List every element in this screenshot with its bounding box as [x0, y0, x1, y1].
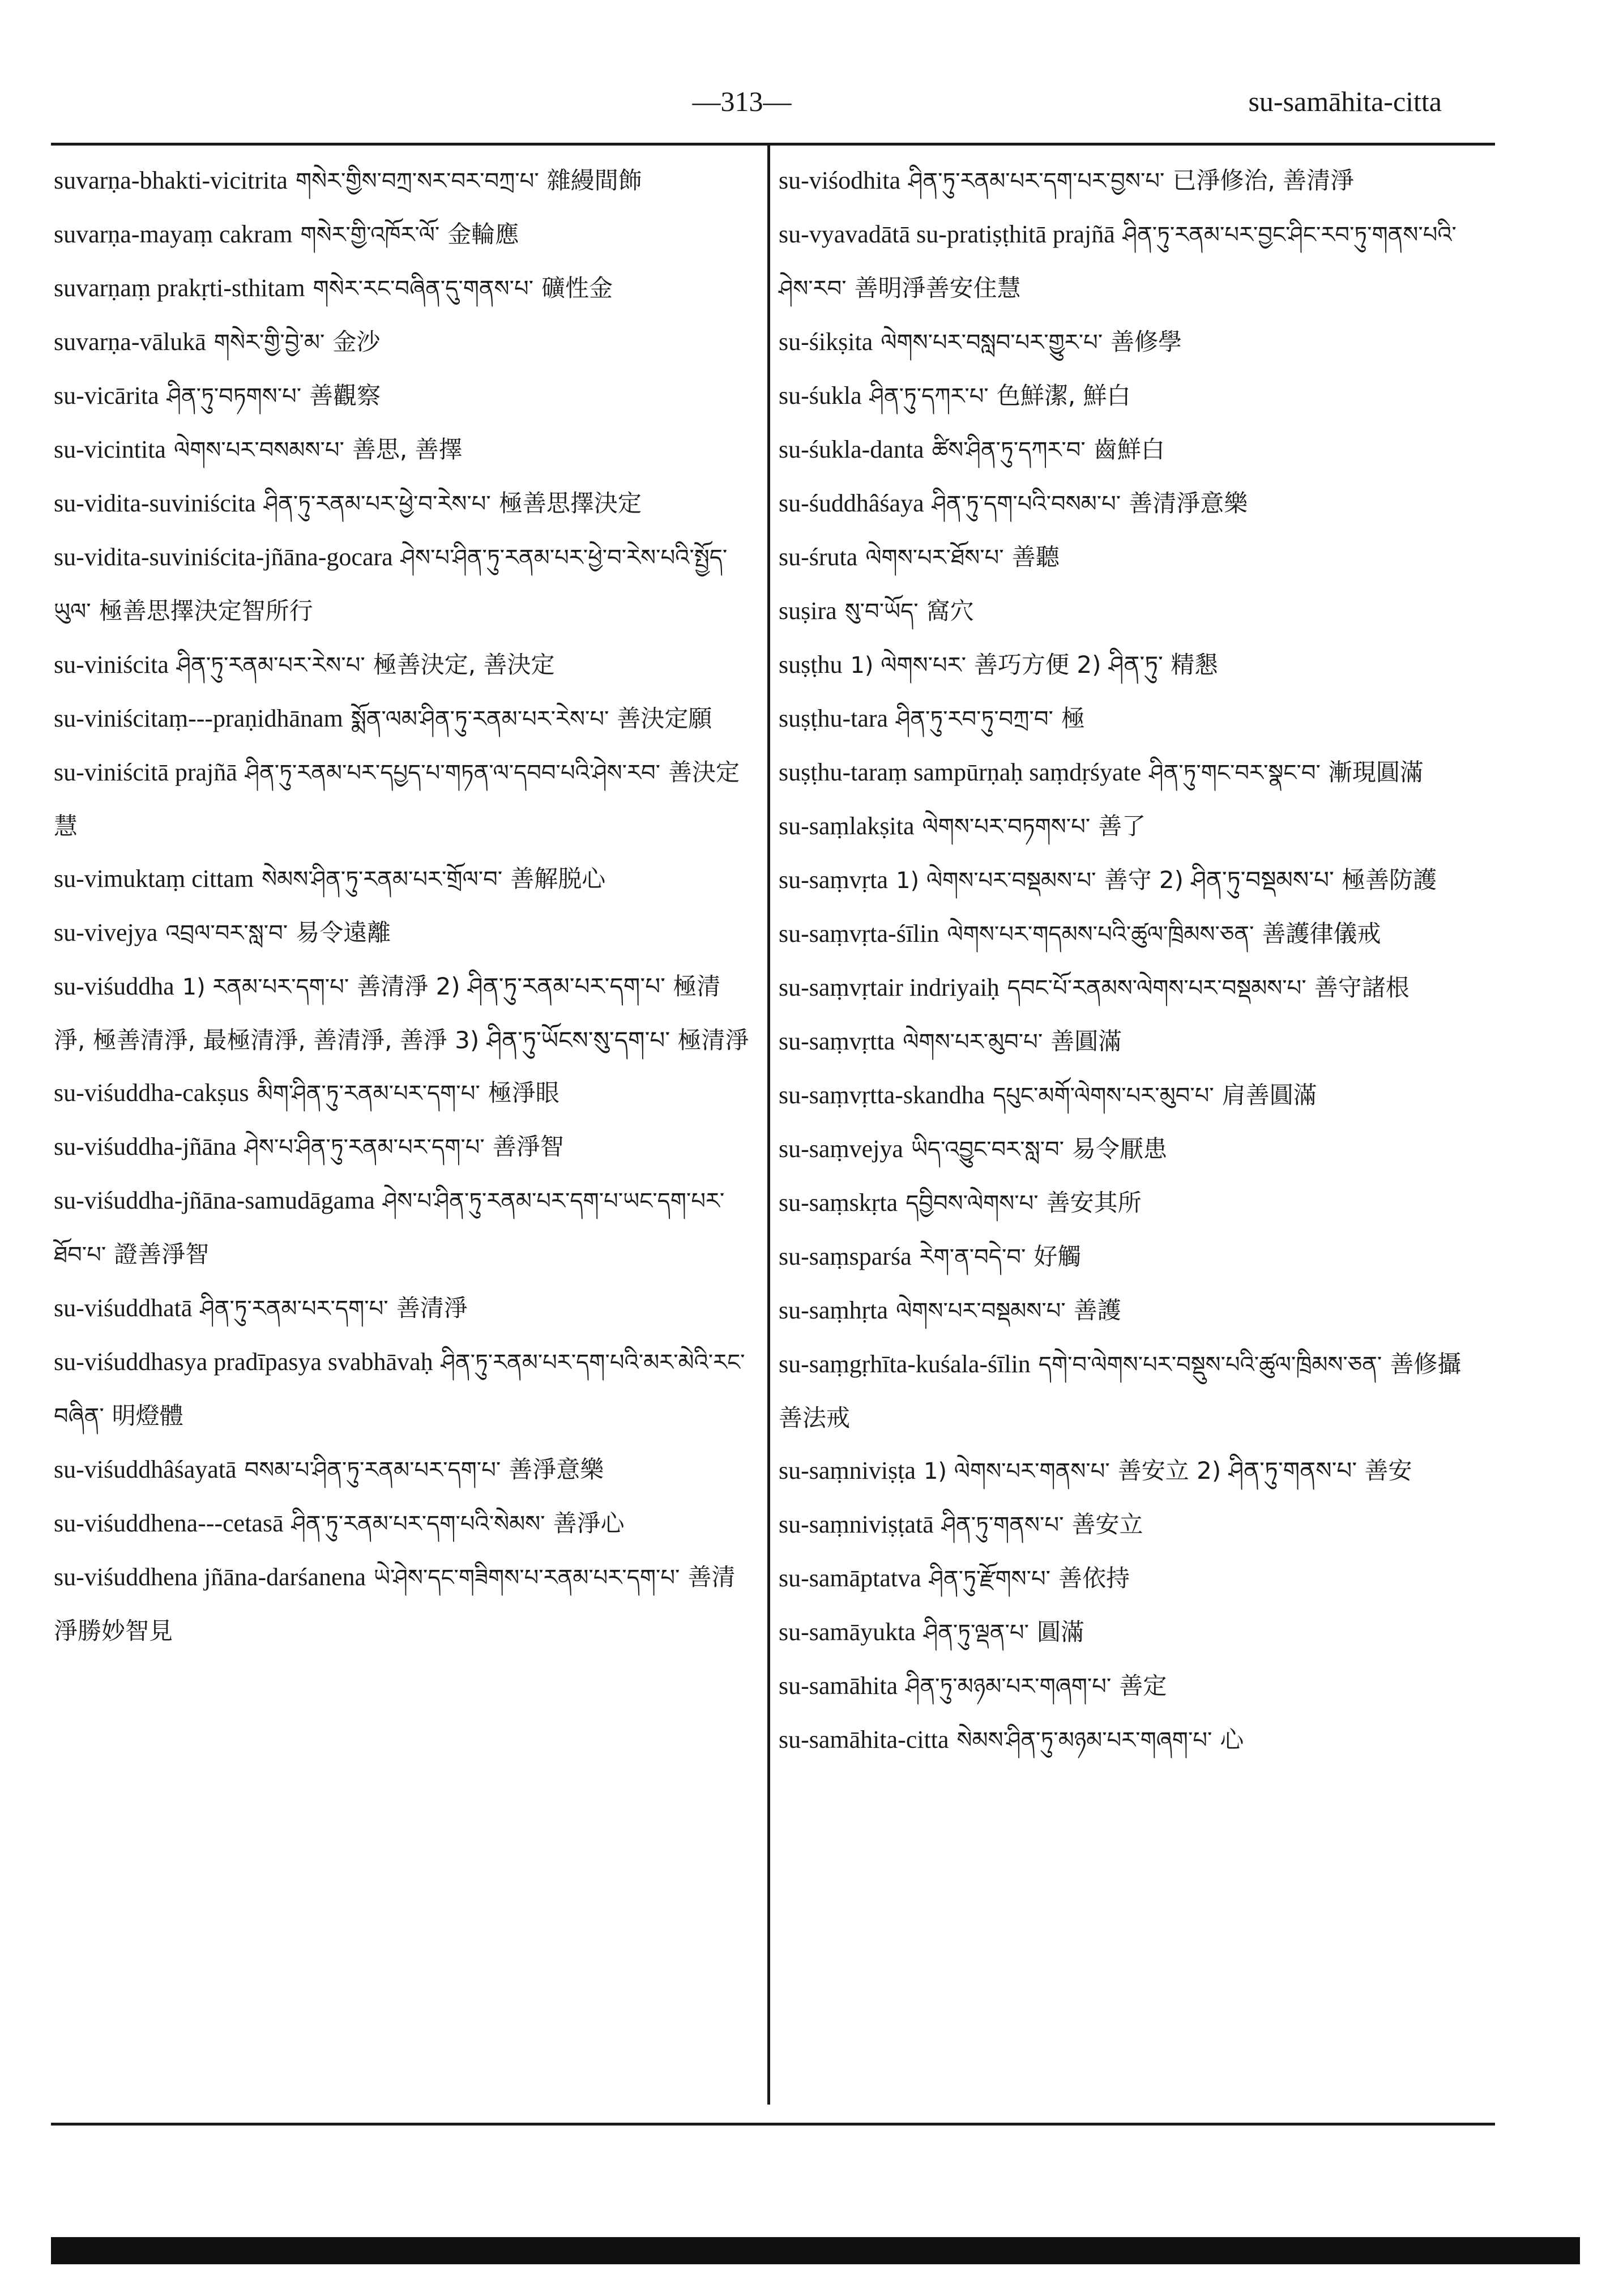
dictionary-entry — [54, 906, 750, 960]
entry-tibetan: ཤིན་ཏུ་གནས་པ་ — [941, 1512, 1064, 1538]
entry-tibetan: ལེགས་པར་བསླབ་པར་གྱུར་པ་ — [881, 330, 1103, 356]
entry-headword: su-viśuddha-jñāna — [54, 1133, 237, 1160]
entry-chinese: 善定 — [1119, 1672, 1167, 1700]
dictionary-entry — [54, 852, 750, 906]
entry-headword: su-samāhita-citta — [779, 1726, 949, 1753]
entry-chinese: 漸現圓滿 — [1328, 758, 1424, 786]
entry-tibetan: ལེགས་པར་ཐོས་པ་ — [865, 545, 1004, 571]
scan-edge-bar — [51, 2237, 1580, 2264]
dictionary-entry — [779, 638, 1478, 692]
dictionary-entry — [54, 1120, 750, 1174]
dictionary-entry — [779, 1284, 1478, 1338]
entry-chinese: 善了 — [1098, 812, 1146, 840]
entry-chinese: 善聽 — [1011, 543, 1060, 571]
entry-tibetan: ཚིས་ཤིན་ཏུ་དཀར་བ་ — [932, 437, 1086, 463]
entry-tibetan: སེམས་ཤིན་ཏུ་མཉམ་པར་གཞག་པ་ — [956, 1727, 1212, 1753]
entry-headword: suvarṇaṃ prakṛti-sthitam — [54, 274, 305, 302]
entry-headword: su-saṃvṛta — [779, 866, 889, 894]
entry-chinese: 善護律儀戒 — [1262, 920, 1381, 948]
entry-headword: su-vicārita — [54, 382, 159, 409]
entry-headword: su-saṃgṛhīta-kuśala-śīlin — [779, 1350, 1031, 1378]
dictionary-entry — [779, 692, 1478, 746]
left-column — [54, 154, 750, 1657]
entry-chinese: 善淨智 — [492, 1133, 564, 1160]
entry-headword: su-vidita-suviniścita-jñāna-gocara — [54, 543, 393, 571]
entry-headword: su-vyavadātā su-pratiṣṭhitā prajñā — [779, 220, 1115, 248]
entry-headword: su-viśodhita — [779, 167, 901, 194]
entry-chinese: 善守諸根 — [1314, 974, 1410, 1001]
entry-tibetan: གསེར་གྱིས་བཀྲ་སར་བར་བཀྲ་པ་ — [295, 168, 539, 194]
entry-chinese: 好觸 — [1033, 1243, 1082, 1270]
entry-chinese: 善觀察 — [309, 382, 381, 409]
entry-chinese: 極善思擇決定 — [498, 489, 642, 517]
dictionary-entry — [54, 1174, 750, 1282]
entry-headword: su-viśuddhasya pradīpasya svabhāvaḥ — [54, 1348, 433, 1376]
dictionary-entry — [779, 1338, 1478, 1444]
entry-tibetan: ཤིན་ཏུ་གང་བར་སྣང་བ་ — [1149, 760, 1321, 786]
entry-chinese: 極善決定, 善決定 — [373, 651, 555, 678]
entry-chinese: 易令厭患 — [1072, 1135, 1168, 1163]
entry-tibetan: ཤིན་ཏུ་རནམ་པར་དག་པ་ — [200, 1296, 388, 1322]
entry-chinese: 善圓滿 — [1050, 1027, 1122, 1055]
entry-tibetan: ལེགས་པར་བསྡམས་པ་ — [896, 1298, 1066, 1324]
entry-chinese: 色鮮潔, 鮮白 — [996, 382, 1131, 409]
entry-chinese: 善清淨 — [396, 1294, 468, 1322]
dictionary-entry — [54, 960, 750, 1066]
dictionary-entry — [779, 1659, 1478, 1713]
entry-headword: su-viśuddhena---cetasā — [54, 1509, 284, 1537]
dictionary-entry — [54, 423, 750, 477]
entry-headword: su-vidita-suviniścita — [54, 489, 256, 517]
dictionary-entry — [54, 1335, 750, 1443]
dictionary-entry — [54, 369, 750, 423]
entry-headword: su-saṃlakṣita — [779, 812, 915, 840]
entry-tibetan: ཤིན་ཏུ་རནམ་པར་ཕྱེ་བ་རེས་པ་ — [263, 491, 491, 517]
entry-chinese: 善淨意樂 — [509, 1456, 604, 1483]
entry-tibetan: ཤིན་ཏུ་རནམ་པར་བྱང་ཤིང་རབ་ཏུ་གནས་པའི་ཤེས་རབ་ — [779, 222, 1457, 302]
dictionary-entry — [54, 315, 750, 369]
entry-chinese: 極淨眼 — [488, 1079, 559, 1107]
dictionary-entry — [54, 1443, 750, 1497]
entry-headword: su-saṃskṛta — [779, 1189, 898, 1217]
dictionary-entry — [54, 638, 750, 692]
entry-chinese: 肩善圓滿 — [1221, 1081, 1317, 1109]
dictionary-entry — [779, 423, 1478, 477]
entry-tibetan: ཤིན་ཏུ་བཏགས་པ་ — [166, 383, 302, 409]
entry-chinese: 善明淨善安住慧 — [854, 274, 1021, 302]
entry-tibetan: གསེར་གྱི་འཁོར་ལོ་ — [300, 222, 440, 248]
entry-headword: su-samāyukta — [779, 1618, 916, 1646]
dictionary-entry — [779, 1552, 1478, 1606]
entry-tibetan: 1) ལེགས་པར་གནས་པ་ — [923, 1458, 1110, 1484]
dictionary-entry — [54, 1497, 750, 1551]
entry-chinese: 善思, 善擇 — [352, 436, 463, 463]
entry-tibetan: ཤིན་ཏུ་རྫོགས་པ་ — [929, 1566, 1051, 1592]
entry-chinese: 極善思擇決定智所行 — [99, 597, 313, 625]
entry-tibetan: ལེགས་པར་བསམས་པ་ — [173, 437, 344, 463]
entry-chinese: 礦性金 — [541, 274, 613, 302]
entry-chinese: 善決定慧 — [54, 758, 740, 840]
dictionary-entry — [779, 1230, 1478, 1284]
entry-tibetan: ཤིན་ཏུ་རནམ་པར་རེས་པ་ — [176, 652, 365, 678]
entry-headword: su-saṃvṛtair indriyaiḥ — [779, 974, 1000, 1001]
entry-chinese: 善清淨 2) ཤིན་ཏུ་རནམ་པར་དག་པ་ 極清淨, 極善清淨, 最極清淨, 善清淨, 善淨 3) ཤིན་ཏུ་ཡོངས་སུ་དག་པ་ 極清淨 — [54, 972, 749, 1054]
entry-tibetan: ཤིན་ཏུ་རནམ་པར་དག་པར་བྱས་པ་ — [908, 168, 1165, 194]
entry-tibetan: སྨོན་ལམ་ཤིན་ཏུ་རནམ་པར་རེས་པ་ — [351, 706, 609, 732]
entry-tibetan: ཤེས་པ་ཤིན་ཏུ་རནམ་པར་དག་པ་ཡང་དག་པར་ཐོབ་པ་ — [54, 1188, 725, 1268]
entry-headword: su-saṃhṛta — [779, 1296, 889, 1324]
entry-headword: su-vicintita — [54, 436, 166, 463]
entry-headword: su-śukla-danta — [779, 436, 924, 463]
running-head: su-samāhita-citta — [1248, 86, 1442, 117]
entry-headword: suvarṇa-mayaṃ cakram — [54, 220, 293, 248]
entry-tibetan: གསེར་གྱི་བྱེ་མ་ — [213, 330, 325, 356]
entry-headword: su-saṃniviṣṭa — [779, 1457, 916, 1484]
dictionary-entry — [779, 1444, 1478, 1498]
dictionary-entry — [779, 477, 1478, 531]
dictionary-entry — [54, 1551, 750, 1657]
dictionary-entry — [779, 1713, 1478, 1767]
entry-chinese: 雜縵間飾 — [546, 167, 642, 194]
entry-tibetan: ཤིན་ཏུ་རནམ་པར་དག་པའི་སེམས་ — [291, 1511, 545, 1537]
entry-headword: suvarṇa-bhakti-vicitrita — [54, 167, 288, 194]
entry-tibetan: 1) རནམ་པར་དག་པ་ — [182, 974, 349, 1000]
entry-tibetan: དབང་པོ་རནམས་ལེགས་པར་བསྡམས་པ་ — [1007, 975, 1306, 1001]
entry-tibetan: ཤིན་ཏུ་རབ་ཏུ་བཀྲ་བ་ — [896, 706, 1053, 732]
entry-headword: su-viśuddhena jñāna-darśanena — [54, 1563, 366, 1591]
entry-tibetan: ཤེས་པ་ཤིན་ཏུ་རནམ་པར་དག་པ་ — [244, 1134, 485, 1160]
column-divider — [767, 145, 770, 2105]
entry-chinese: 善守 2) ཤིན་ཏུ་བསྡམས་པ་ 極善防護 — [1104, 866, 1437, 894]
dictionary-entry — [779, 746, 1478, 800]
dictionary-entry — [54, 477, 750, 531]
entry-tibetan: 1) ལེགས་པར་བསྡམས་པ་ — [896, 868, 1096, 894]
entry-tibetan: ཤིན་ཏུ་རནམ་པར་དཔྱད་པ་གཏན་ལ་དབབ་པའི་ཤེས་རབ་ — [245, 760, 661, 786]
dictionary-entry — [779, 1069, 1478, 1123]
entry-tibetan: དགེ་བ་ལེགས་པར་བསྡུས་པའི་ཚུལ་ཁྲིམས་ཅན་ — [1038, 1352, 1382, 1378]
dictionary-entry — [779, 1176, 1478, 1230]
entry-headword: su-saṃvṛta-śīlin — [779, 920, 939, 948]
entry-chinese: 善修學 — [1111, 328, 1182, 356]
entry-headword: su-saṃvṛtta — [779, 1027, 895, 1055]
entry-headword: suṣṭhu-tara — [779, 705, 889, 732]
dictionary-entry — [54, 746, 750, 852]
entry-tibetan: དཔུང་མགོ་ལེགས་པར་མུབ་པ་ — [993, 1083, 1214, 1109]
entry-chinese: 已淨修治, 善清淨 — [1172, 167, 1355, 194]
entry-tibetan: ལེགས་པར་མུབ་པ་ — [903, 1029, 1043, 1055]
dictionary-entry — [54, 531, 750, 638]
entry-chinese: 易令遠離 — [296, 919, 391, 946]
entry-chinese: 善解脱心 — [510, 865, 606, 893]
dictionary-entry — [779, 853, 1478, 907]
dictionary-entry — [779, 1498, 1478, 1552]
dictionary-entry — [54, 262, 750, 315]
dictionary-entry — [54, 208, 750, 262]
entry-chinese: 善安其所 — [1046, 1189, 1142, 1217]
dictionary-entry — [779, 961, 1478, 1015]
entry-chinese: 善決定願 — [617, 705, 712, 732]
entry-headword: su-saṃsparśa — [779, 1243, 912, 1270]
entry-tibetan: ལེགས་པར་གདམས་པའི་ཚུལ་ཁྲིམས་ཅན་ — [947, 921, 1254, 948]
entry-headword: suṣira — [779, 597, 837, 625]
entry-chinese: 齒鮮白 — [1093, 436, 1165, 463]
dictionary-entry — [779, 369, 1478, 423]
entry-headword: su-saṃvṛtta-skandha — [779, 1081, 985, 1109]
dictionary-entry — [779, 1015, 1478, 1069]
entry-tibetan: བསམ་པ་ཤིན་ཏུ་རནམ་པར་དག་པ་ — [244, 1457, 501, 1483]
entry-tibetan: 1) ལེགས་པར་ — [850, 652, 967, 678]
entry-headword: su-viśuddhâśayatā — [54, 1456, 237, 1483]
dictionary-entry — [54, 1066, 750, 1120]
entry-tibetan: ལེགས་པར་བཏགས་པ་ — [922, 814, 1091, 840]
dictionary-entry — [54, 1282, 750, 1335]
entry-tibetan: ཤེས་པ་ཤིན་ཏུ་རནམ་པར་ཕྱེ་བ་རེས་པའི་སྤྱོད་ཡུལ་ — [54, 545, 728, 625]
entry-headword: su-viniścitā prajñā — [54, 758, 237, 786]
entry-tibetan: གསེར་རང་བཞིན་དུ་གནས་པ་ — [313, 276, 533, 302]
entry-tibetan: མིག་ཤིན་ཏུ་རནམ་པར་དག་པ་ — [257, 1081, 480, 1107]
entry-chinese: 善護 — [1073, 1296, 1121, 1324]
dictionary-entry — [779, 208, 1478, 315]
entry-tibetan: ཤིན་ཏུ་ལྡན་པ་ — [923, 1620, 1029, 1646]
entry-chinese: 心 — [1220, 1726, 1244, 1753]
entry-headword: su-samāptatva — [779, 1564, 921, 1592]
entry-chinese: 極 — [1061, 705, 1085, 732]
entry-tibetan: ཤིན་ཏུ་དག་པའི་བསམ་པ་ — [932, 491, 1121, 517]
entry-headword: su-vivejya — [54, 919, 158, 946]
entry-chinese: 善清淨意樂 — [1129, 489, 1248, 517]
entry-tibetan: ཡིད་འབྱུང་བར་སླ་བ་ — [911, 1137, 1065, 1163]
dictionary-entry — [779, 584, 1478, 638]
entry-headword: su-viśuddha-jñāna-samudāgama — [54, 1187, 375, 1214]
page-number: —313— — [692, 86, 792, 117]
entry-chinese: 明燈體 — [112, 1402, 183, 1429]
entry-headword: su-viśuddha — [54, 972, 174, 1000]
entry-tibetan: ཤིན་ཏུ་མཉམ་པར་གཞག་པ་ — [906, 1674, 1112, 1700]
top-rule — [51, 143, 1495, 146]
entry-headword: su-śruta — [779, 543, 858, 571]
dictionary-entry — [54, 154, 750, 208]
entry-headword: su-samāhita — [779, 1672, 898, 1700]
entry-headword: su-viniścitaṃ---praṇidhānam — [54, 705, 343, 732]
entry-headword: suṣṭhu-taraṃ sampūrṇaḥ saṃdṛśyate — [779, 758, 1142, 786]
entry-headword: suṣṭhu — [779, 651, 843, 678]
entry-headword: su-saṃniviṣṭatā — [779, 1510, 934, 1538]
entry-headword: su-viniścita — [54, 651, 169, 678]
entry-headword: su-vimuktaṃ cittam — [54, 865, 254, 893]
entry-chinese: 善依持 — [1058, 1564, 1130, 1592]
entry-headword: su-viśuddhatā — [54, 1294, 193, 1322]
entry-tibetan: སུ་བ་ཡོད་ — [844, 599, 919, 625]
dictionary-entry — [779, 1123, 1478, 1176]
entry-tibetan: དབྱིབས་ལེགས་པ་ — [906, 1190, 1039, 1217]
entry-headword: su-viśuddha-cakṣus — [54, 1079, 249, 1107]
entry-chinese: 善修攝善法戒 — [779, 1350, 1462, 1432]
bottom-rule — [51, 2123, 1495, 2126]
entry-chinese: 善巧方便 2) ཤིན་ཏུ་ 精懇 — [974, 651, 1219, 678]
entry-chinese: 善安立 2) ཤིན་ཏུ་གནས་པ་ 善安 — [1117, 1457, 1412, 1484]
entry-tibetan: ཤིན་ཏུ་རནམ་པར་དག་པའི་མར་མེའི་རང་བཞིན་ — [54, 1350, 745, 1429]
entry-tibetan: ཡེ་ཤེས་དང་གཟིགས་པ་རནམ་པར་དག་པ་ — [374, 1565, 680, 1591]
dictionary-entry — [779, 154, 1478, 208]
dictionary-entry — [779, 907, 1478, 961]
entry-chinese: 窩穴 — [926, 597, 974, 625]
entry-chinese: 善安立 — [1071, 1510, 1143, 1538]
entry-chinese: 善淨心 — [553, 1509, 625, 1537]
dictionary-entry — [779, 315, 1478, 369]
entry-chinese: 金沙 — [332, 328, 381, 356]
entry-tibetan: རེག་ན་བདེ་བ་ — [919, 1244, 1026, 1270]
dictionary-entry — [779, 531, 1478, 584]
entry-headword: su-saṃvejya — [779, 1135, 903, 1163]
entry-headword: su-śikṣita — [779, 328, 873, 356]
entry-chinese: 金輪應 — [447, 220, 519, 248]
entry-chinese: 善清淨勝妙智見 — [54, 1563, 736, 1645]
entry-chinese: 圓滿 — [1036, 1618, 1084, 1646]
entry-tibetan: ཤིན་ཏུ་དཀར་པ་ — [869, 383, 989, 409]
entry-headword: su-śuddhâśaya — [779, 489, 924, 517]
entry-headword: suvarṇa-vālukā — [54, 328, 206, 356]
entry-tibetan: འབྲལ་བར་སླ་བ་ — [165, 920, 288, 946]
entry-headword: su-śukla — [779, 382, 862, 409]
dictionary-entry — [54, 692, 750, 746]
right-column — [779, 154, 1478, 1767]
dictionary-entry — [779, 1606, 1478, 1659]
dictionary-entry — [779, 800, 1478, 853]
entry-chinese: 證善淨智 — [114, 1240, 210, 1268]
entry-tibetan: སེམས་ཤིན་ཏུ་རནམ་པར་གྲོལ་བ་ — [262, 867, 503, 893]
